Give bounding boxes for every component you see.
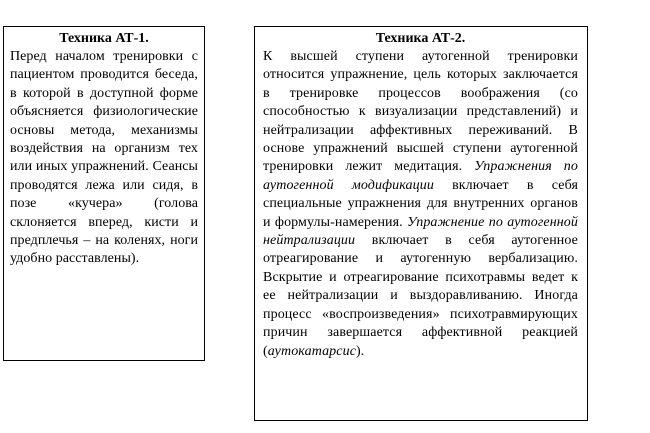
italic-term-autocatharsis: аутокатарсис — [267, 343, 357, 359]
text-segment-3: включает в себя аутогенное отреагирование и аутогенную вербализацию. Вскрытие и отреагирование психотравмы ведет к ее нейтрализации и выздоравливанию. Иногда процесс «воспроизведения» психотравмирующих причин завершается аффективной реакцией ( — [263, 233, 578, 359]
technique-at1-title: Техника АТ-1. — [59, 31, 149, 46]
technique-at1-box — [3, 26, 205, 361]
technique-at2-title: Техника АТ-2. — [375, 31, 466, 46]
technique-at2-box — [254, 26, 588, 421]
italic-term-modification: Упражнения по аутогенной модификации — [263, 159, 578, 193]
technique-at2-text — [263, 48, 578, 361]
technique-at1-text: Перед началом тренировки с пациентом проводится беседа, в которой в доступной форме объясняется физиологические основы метода, механизмы воздействия на организм тех или иных упражнений. Сеансы проводятся лежа или сидя, в позе «кучера» (голова склоняется вперед, кисти и предплечья – на коленях, ноги удобно расставлены). — [10, 49, 198, 267]
text-segment-4: ). — [356, 343, 365, 359]
text-segment-2: включает в себя специальные упражнения для внутренних органов и формулы-намерения. — [263, 177, 578, 230]
italic-term-neutralization: Упражнение по аутогенной нейтрализации — [263, 214, 578, 249]
text-segment-1: К высшей ступени аутогенной тренировки относится упражнение, цель которых заключается в тренировке процессов воображения (со способностью к визуализации представлений) и нейтрализации аффективных переживаний. В основе упражнений высшей ступени аутогенной тренировки лежит медитация. — [263, 49, 578, 175]
